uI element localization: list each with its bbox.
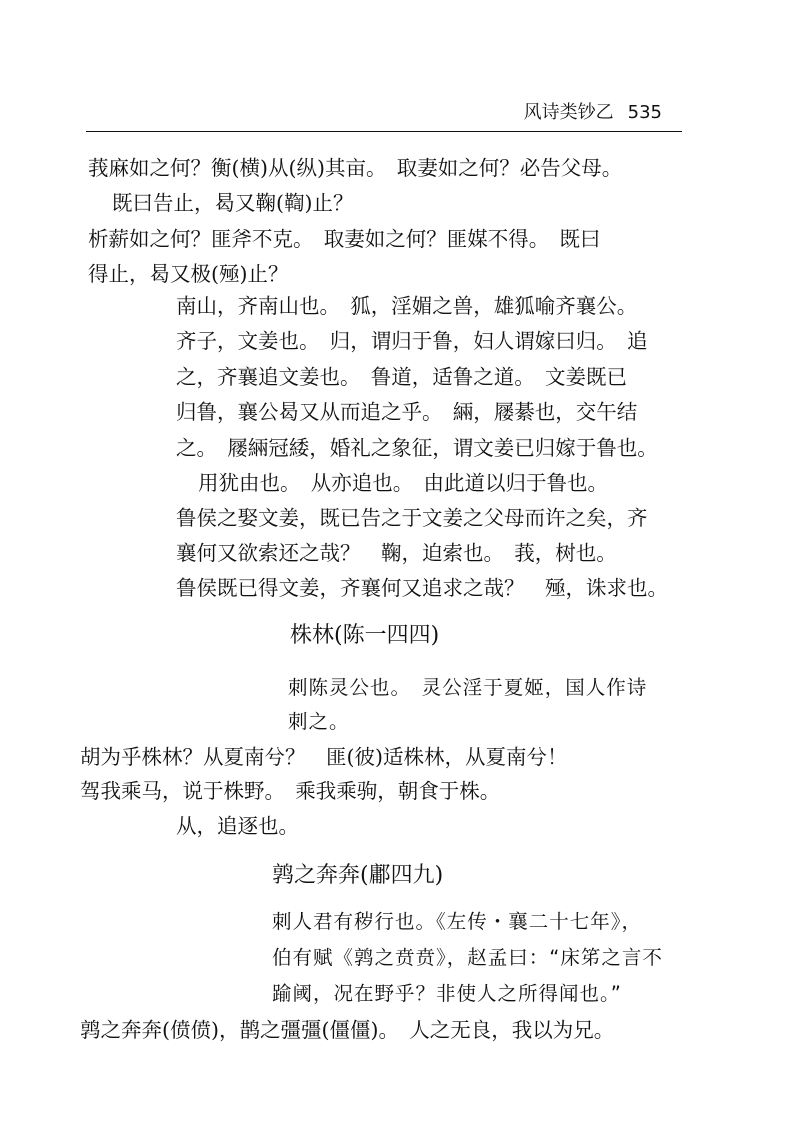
verse-line: 析薪如之何？匪斧不克。 取妻如之何？匪媒不得。 既曰	[88, 227, 601, 251]
verse-line: 胡为乎株林？从夏南兮？ 匪(彼)适株林，从夏南兮！	[80, 745, 568, 769]
preface-line: 刺人君有秽行也。《左传・襄二十七年》，	[272, 910, 643, 933]
preface-line: 踰阈，况在野乎？非使人之所得闻也。”	[272, 982, 622, 1005]
note-line: 归鲁，襄公曷又从而追之乎。 緉，屦綦也，交午结	[176, 400, 638, 424]
verse-line: 得止，曷又极(殛)止？	[88, 262, 289, 286]
verse-line: 既曰告止，曷又鞠(鞫)止？	[112, 191, 354, 215]
note-line: 用犹由也。 从亦追也。 由此道以归于鲁也。	[198, 471, 608, 495]
preface-line: 伯有赋《鹑之贲贲》，赵孟曰：“床笫之言不	[272, 946, 663, 969]
note-line: 齐子，文姜也。 归，谓归于鲁，妇人谓嫁曰归。 追	[176, 329, 648, 353]
note-line: 南山，齐南山也。 狐，淫媚之兽，雄狐喻齐襄公。	[176, 294, 638, 318]
note-line: 从，追逐也。	[176, 814, 299, 838]
note-line: 鲁侯既已得文姜，齐襄何又追求之哉？ 殛，诛求也。	[176, 576, 668, 600]
header-rule	[86, 131, 682, 132]
page-number: 535	[627, 102, 662, 123]
note-line: 鲁侯之娶文姜，既已告之于文姜之父母而许之矣，齐	[176, 506, 648, 530]
running-title: 风诗类钞乙	[523, 102, 614, 123]
verse-line: 鹑之奔奔(偾偾)，鹊之彊彊(僵僵)。 人之无良，我以为兄。	[80, 1018, 615, 1042]
verse-line: 莪麻如之何？衡(横)从(纵)其亩。 取妻如之何？必告父母。	[88, 156, 623, 180]
preface-line: 刺之。	[288, 710, 350, 733]
poem-title: 鹑之奔奔(鄘四九)	[272, 863, 444, 888]
note-line: 之。 屦緉冠緌，婚礼之象征，谓文姜已归嫁于鲁也。	[176, 436, 658, 460]
poem-title: 株林(陈一四四)	[290, 623, 440, 648]
page-header	[524, 98, 662, 124]
preface-line: 刺陈灵公也。 灵公淫于夏姬，国人作诗	[288, 676, 648, 699]
verse-line: 驾我乘马，说于株野。 乘我乘驹，朝食于株。	[80, 779, 501, 803]
note-line: 之，齐襄追文姜也。 鲁道，适鲁之道。 文姜既已	[176, 365, 627, 389]
note-line: 襄何又欲索还之哉？ 鞠，迫索也。 莪，树也。	[176, 541, 617, 565]
